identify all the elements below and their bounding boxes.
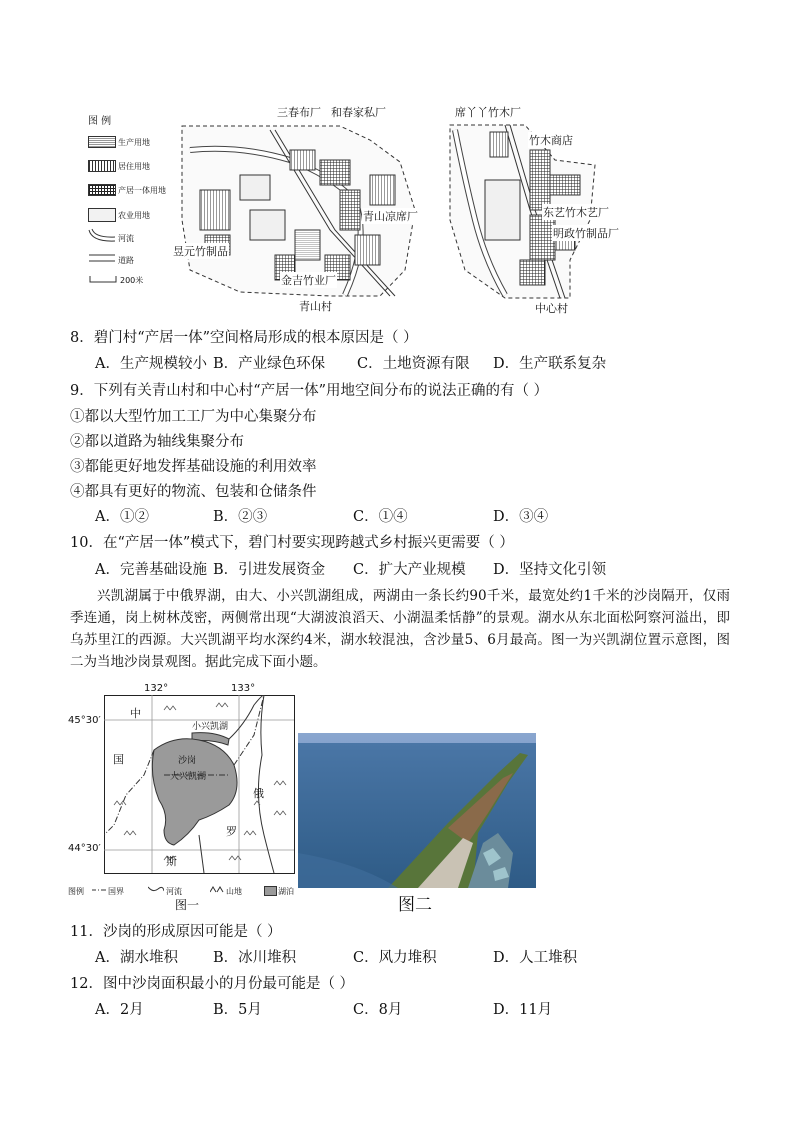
label-dongyi: 东艺竹木艺厂 — [543, 206, 609, 219]
label-e: 俄 — [253, 787, 264, 800]
question-9-option-c[interactable]: C．①④ — [353, 509, 408, 525]
question-11-stem: 11．沙岗的形成原因可能是（ ） — [70, 924, 282, 940]
label-zhumu: 竹木商店 — [529, 134, 573, 147]
question-9-option-d[interactable]: D．③④ — [493, 509, 549, 525]
question-12-option-d[interactable]: D．11月 — [493, 1002, 553, 1018]
label-guo: 国 — [113, 753, 124, 766]
label-sanchun: 三春布厂 — [277, 106, 321, 119]
question-9-statement-1: ①都以大型竹加工工厂为中心集聚分布 — [70, 409, 317, 425]
question-10-option-b[interactable]: B．引进发展资金 — [213, 562, 326, 578]
label-hechun: 和春家私厂 — [331, 106, 386, 119]
map2-legend-prefix: 图例 — [68, 887, 84, 896]
question-11-option-b[interactable]: B．冰川堆积 — [213, 950, 297, 966]
label-qingshan-village: 青山村 — [299, 300, 332, 313]
question-12-option-c[interactable]: C．8月 — [353, 1002, 403, 1018]
passage-xingkai-lake: 兴凯湖属于中俄界湖，由大、小兴凯湖组成，两湖由一条长约90千米，最宽处约1千米的沙岗隔开，仅雨季连通，岗上树林茂密，两侧常出现“大湖波浪滔天、小湖温柔恬静”的景观。湖水从东北面松阿察河溢出，即乌苏里江的西源。大兴凯湖平均水深约4米，湖水较混浊，含沙量5、6月最高。图一为兴凯湖位置示意图，图二为当地沙岗景观图。据此完成下面小题。 — [70, 588, 730, 670]
scale-bar — [88, 274, 118, 284]
question-8-option-c[interactable]: C．土地资源有限 — [357, 356, 470, 372]
legend-swatch-agriculture — [88, 208, 116, 222]
question-10-stem: 10．在“产居一体”模式下，碧门村要实现跨越式乡村振兴更需要（ ） — [70, 535, 514, 551]
label-zhongxin-village: 中心村 — [535, 302, 568, 315]
legend-swatch-integrated — [88, 184, 116, 196]
scale-label: 200米 — [120, 276, 144, 285]
lat-4430: 44°30′ — [68, 843, 101, 854]
label-shagang: 沙岗 — [178, 756, 197, 766]
question-11-option-d[interactable]: D．人工堆积 — [493, 950, 578, 966]
border-legend-icon — [92, 886, 106, 894]
map2-legend-border: 国界 — [108, 887, 124, 896]
question-9-option-b[interactable]: B．②③ — [213, 509, 268, 525]
question-8-option-a[interactable]: A．生产规模较小 — [95, 356, 207, 372]
village-map-figure — [80, 100, 620, 315]
lake-legend-swatch — [264, 886, 277, 896]
question-10-options — [95, 560, 715, 580]
legend-road-symbol — [88, 252, 116, 264]
question-12-option-a[interactable]: A．2月 — [95, 1002, 144, 1018]
figure-2-caption: 图二 — [398, 895, 432, 915]
question-10-option-a[interactable]: A．完善基础设施 — [95, 562, 207, 578]
question-11-options — [95, 948, 715, 968]
label-luo: 罗 — [226, 825, 237, 838]
question-9-options — [95, 507, 715, 527]
figure-1-label: 图一 — [175, 898, 200, 912]
label-small-lake: 小兴凯湖 — [192, 722, 229, 732]
xingkai-lake-map — [68, 683, 300, 913]
question-8-options — [95, 354, 715, 374]
legend-label-residential: 居住用地 — [118, 162, 150, 171]
lat-4530: 45°30′ — [68, 715, 101, 726]
mountain-legend-icon — [210, 885, 224, 893]
question-9-stem: 9．下列有关青山村和中心村“产居一体”用地空间分布的说法正确的有（ ） — [70, 383, 549, 399]
question-11-option-a[interactable]: A．湖水堆积 — [95, 950, 178, 966]
question-12-option-b[interactable]: B．5月 — [213, 1002, 262, 1018]
legend-swatch-production — [88, 136, 116, 148]
question-11-option-c[interactable]: C．风力堆积 — [353, 950, 437, 966]
lon-132: 132° — [144, 683, 169, 694]
question-8-option-d[interactable]: D．生产联系复杂 — [493, 356, 607, 372]
label-si: 斯 — [166, 855, 177, 868]
label-yuyuan: 昱元竹制品 — [173, 245, 228, 258]
legend-label-river: 河流 — [118, 234, 134, 243]
question-9-statement-4: ④都具有更好的物流、包装和仓储条件 — [70, 484, 317, 500]
label-zhong: 中 — [130, 707, 141, 720]
legend-label-agriculture: 农业用地 — [118, 211, 150, 220]
question-12-options — [95, 1000, 715, 1020]
legend-swatch-residential — [88, 160, 116, 172]
legend-label-integrated: 产居一体用地 — [118, 186, 166, 195]
question-9-option-a[interactable]: A．①② — [95, 509, 149, 525]
question-10-option-d[interactable]: D．坚持文化引领 — [493, 562, 607, 578]
sand-ridge-aerial-photo — [298, 733, 536, 888]
map2-legend-lake: 湖泊 — [278, 887, 294, 896]
label-qingshan-mat: 青山凉席厂 — [363, 210, 418, 223]
question-9-statement-2: ②都以道路为轴线集聚分布 — [70, 434, 244, 450]
question-12-stem: 12．图中沙岗面积最小的月份最可能是（ ） — [70, 976, 355, 992]
map2-legend-mountain: 山地 — [226, 887, 242, 896]
question-8-stem: 8．碧门村“产居一体”空间格局形成的根本原因是（ ） — [70, 330, 418, 346]
label-xiyaya: 席丫丫竹木厂 — [455, 106, 521, 119]
question-9-statement-3: ③都能更好地发挥基础设施的利用效率 — [70, 459, 317, 475]
legend-label-production: 生产用地 — [118, 138, 150, 147]
river-legend-icon — [148, 885, 164, 895]
map2-legend-river: 河流 — [166, 887, 182, 896]
legend-label-road: 道路 — [118, 256, 134, 265]
legend-river-symbol — [88, 228, 116, 244]
question-10-option-c[interactable]: C．扩大产业规模 — [353, 562, 466, 578]
label-big-lake: 大兴凯湖 — [170, 772, 207, 782]
label-mingzheng: 明政竹制品厂 — [553, 227, 619, 240]
legend-title: 图 例 — [88, 116, 112, 127]
question-8-option-b[interactable]: B．产业绿色环保 — [213, 356, 326, 372]
label-jinji: 金吉竹业厂 — [281, 274, 336, 287]
lon-133: 133° — [231, 683, 256, 694]
